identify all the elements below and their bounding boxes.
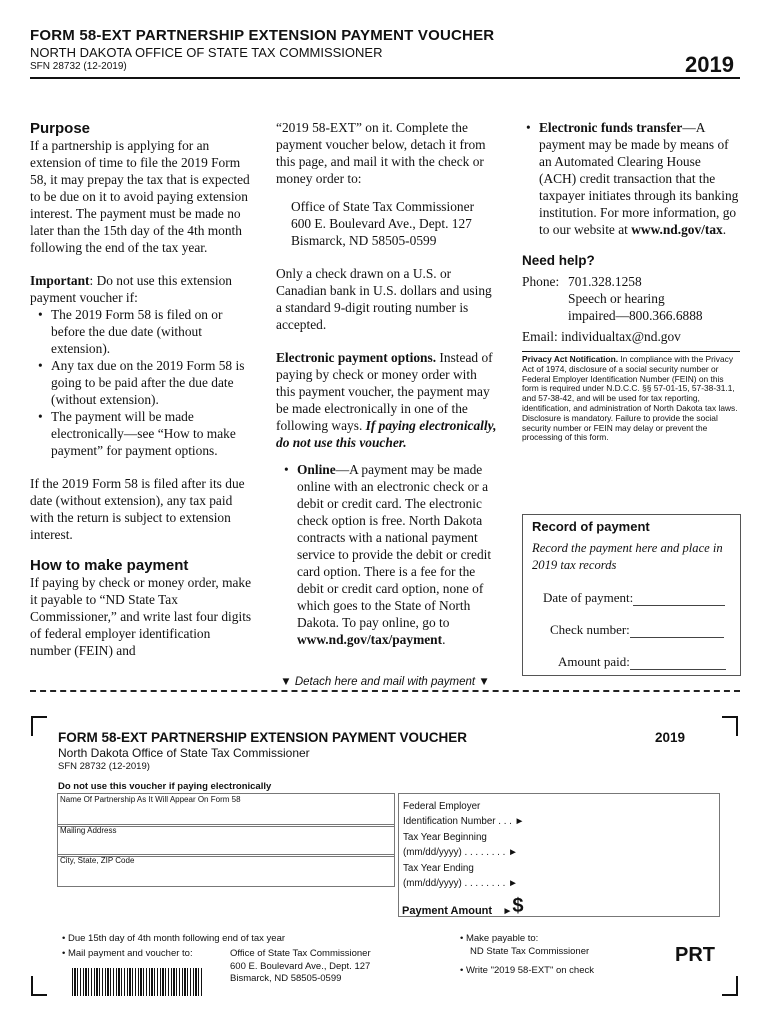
purpose-text: If a partnership is applying for an extension of time to file the 2019 Form 58, it may prepay the tax that is expected to be due on it to avoid paying extension interest. The payment must be made no later than the 15th day of the 4th month following the end of the tax year. <box>30 138 250 255</box>
amount-paid-field[interactable] <box>630 657 726 670</box>
record-instructions: Record the payment here and place in 2019 tax records <box>532 541 723 572</box>
partnership-name-field[interactable] <box>57 793 395 827</box>
list-item <box>297 461 498 648</box>
date-of-payment-row <box>543 590 725 606</box>
form-title: FORM 58-EXT PARTNERSHIP EXTENSION PAYMENT VOUCHER <box>30 27 495 44</box>
check-number-field[interactable] <box>630 625 724 638</box>
fein-row[interactable] <box>403 799 524 829</box>
voucher-year: 2019 <box>655 730 686 745</box>
address-line: Bismarck, ND 58505-0599 <box>230 973 342 984</box>
fein-label: Federal Employer <box>403 801 481 812</box>
mailing-address <box>291 198 498 249</box>
date-of-payment-field[interactable] <box>633 593 725 606</box>
city-state-zip-label: City, State, ZIP Code <box>60 856 135 865</box>
important-note <box>30 272 252 306</box>
important-bullets <box>30 306 252 459</box>
column-1 <box>30 120 252 659</box>
tax-year-beginning-format: (mm/dd/yyyy) . . . . . . . . <box>403 847 506 858</box>
mail-to-address <box>230 948 371 986</box>
check-requirements: Only a check drawn on a U.S. or Canadian bank in U.S. dollars and using a standard 9-digit routing number is accepted. <box>276 266 492 332</box>
due-date-note: • Due 15th day of 4th month following end of tax year <box>62 933 286 944</box>
how-to-pay-heading: How to make payment <box>30 557 189 574</box>
eft-option <box>522 119 740 238</box>
payable-note: • Make payable to: ND State Tax Commissioner <box>460 933 590 957</box>
barcode <box>72 968 202 996</box>
arrow-icon: ► <box>514 816 525 827</box>
mail-to-note: • Mail payment and voucher to: <box>62 948 193 959</box>
corner-mark <box>31 716 47 736</box>
list-item <box>539 119 740 238</box>
check-number-row <box>550 622 724 638</box>
electronic-options-text: Instead of paying by check or money order with this payment voucher, the payment may be made electronically in one of the following ways. <box>276 350 493 433</box>
payment-link[interactable]: www.nd.gov/tax/payment <box>297 632 443 647</box>
tax-year: 2019 <box>685 52 734 77</box>
address-line: Bismarck, ND 58505-0599 <box>291 233 437 248</box>
voucher-warning: Do not use this voucher if paying electronically <box>58 781 272 792</box>
check-label: Check number: <box>550 622 630 637</box>
phone-number: 701.328.1258 <box>568 274 642 289</box>
agency-name: NORTH DAKOTA OFFICE OF STATE TAX COMMISSIONER <box>30 45 383 60</box>
privacy-rule <box>522 351 740 352</box>
corner-mark <box>31 976 47 996</box>
list-item: • The payment will be made electronically—see “How to make payment” for payment options. <box>51 408 252 459</box>
important-text: : Do not use this extension payment voucher if: <box>30 273 232 305</box>
list-item: • Any tax due on the 2019 Form 58 is going to be paid after the due date (without extension). <box>51 357 252 408</box>
electronic-warning: If paying electronically, do not use this voucher. <box>276 418 497 450</box>
dollar-sign: $ <box>512 895 524 917</box>
privacy-label: Privacy Act Notification. <box>522 354 619 364</box>
voucher-instructions: “2019 58-EXT” on it. Complete the payment voucher below, detach it from this page, and mail it with the check or money order to: <box>276 120 486 186</box>
form-number: SFN 28732 (12-2019) <box>30 61 127 72</box>
fein-label-cont: Identification Number . . . <box>403 816 512 827</box>
voucher-right-box <box>398 793 720 917</box>
voucher-form-number: SFN 28732 (12-2019) <box>58 761 150 772</box>
payable-label: Make payable to: <box>465 933 539 944</box>
payment-amount-row[interactable] <box>402 897 524 920</box>
voucher-title: FORM 58-EXT PARTNERSHIP EXTENSION PAYMENT VOUCHER <box>58 730 468 745</box>
email-label: Email: <box>522 329 558 344</box>
write-on-check-text: Write "2019 58-EXT" on check <box>465 965 594 976</box>
voucher-agency: North Dakota Office of State Tax Commissioner <box>58 746 310 760</box>
mail-to-label: Mail payment and voucher to: <box>67 948 193 959</box>
prt-mark: PRT <box>675 944 715 966</box>
electronic-options <box>276 349 498 451</box>
after-due-text: If the 2019 Form 58 is filed after its due date (without extension), any tax paid with the return is subject to extension interest. <box>30 476 245 542</box>
email-info <box>522 328 740 345</box>
tax-year-ending-label: Tax Year Ending <box>403 863 474 874</box>
header-rule <box>30 77 740 79</box>
amount-paid-row <box>558 654 726 670</box>
address-line: Office of State Tax Commissioner <box>230 948 371 959</box>
list-item: • The 2019 Form 58 is filed on or before the due date (without extension). <box>51 306 252 357</box>
column-2 <box>276 119 498 648</box>
online-label: Online <box>297 462 336 477</box>
amount-label: Amount paid: <box>558 654 630 669</box>
purpose-heading: Purpose <box>30 120 91 137</box>
how-to-pay-text: If paying by check or money order, make it payable to “ND State Tax Commissioner,” and write last four digits of federal employer identification number (FEIN) and <box>30 575 252 658</box>
record-heading: Record of payment <box>532 519 650 534</box>
online-text: —A payment may be made online with an electronic check or a debit or credit card. The electronic check option is free. North Dakota contracts with a national payment service to provide the debit or credit card option. There is a fee for the debit or credit card option, none of which goes to the State of North Dakota. To pay online, go to <box>297 462 492 630</box>
city-state-zip-field[interactable] <box>57 854 395 887</box>
eft-text: —A payment may be made by means of an Automated Clearing House (ACH) credit transaction that the taxpayer initiates through its banking institution. For more information, go to our website at <box>539 120 739 237</box>
payable-name: ND State Tax Commissioner <box>470 945 590 957</box>
phone-label: Phone: <box>522 274 560 289</box>
detach-instruction: ▼ Detach here and mail with payment ▼ <box>280 676 490 688</box>
email-address[interactable]: individualtax@nd.gov <box>561 329 681 344</box>
arrow-icon: ► <box>508 878 518 889</box>
online-end: . <box>442 632 446 647</box>
corner-mark <box>722 976 738 996</box>
arrow-icon: ► <box>508 847 518 858</box>
partnership-name-label: Name Of Partnership As It Will Appear On Form 58 <box>60 795 241 804</box>
column-3 <box>522 119 740 443</box>
address-line: 600 E. Boulevard Ave., Dept. 127 <box>291 216 472 231</box>
due-date-text: Due 15th day of 4th month following end of tax year <box>67 933 286 944</box>
electronic-options-label: Electronic payment options. <box>276 350 437 365</box>
write-on-check-note: • Write "2019 58-EXT" on check <box>460 965 594 976</box>
mailing-address-field[interactable] <box>57 824 395 857</box>
record-of-payment-box <box>522 514 741 676</box>
eft-label: Electronic funds transfer <box>539 120 683 135</box>
address-line: 600 E. Boulevard Ave., Dept. 127 <box>230 960 371 972</box>
privacy-text: In compliance with the Privacy Act of 1974, disclosure of a social security number or Federal Employer Identification Number (FEIN) on this form is required under N.D.C.C. §§ 57-01-15, 57-38-31.1, and 57-38-42, and will be used for tax reporting, identification, and administration of North Dakota tax laws. Disclosure is mandatory. Failure to provide the social security number or FEIN may delay or prevent the processing of this form. <box>522 354 738 443</box>
important-label: Important <box>30 273 90 288</box>
tax-year-ending-format: (mm/dd/yyyy) . . . . . . . . <box>403 878 506 889</box>
phone-impaired: impaired—800.366.6888 <box>568 308 703 323</box>
eft-end: . <box>722 222 727 237</box>
arrow-icon: ► <box>502 906 513 917</box>
phone-speech: Speech or hearing <box>568 291 665 306</box>
tax-year-beginning-label: Tax Year Beginning <box>403 832 487 843</box>
mailing-address-label: Mailing Address <box>60 826 117 835</box>
website-link[interactable]: www.nd.gov/tax <box>631 222 723 237</box>
phone-info <box>522 273 740 306</box>
privacy-notice <box>522 355 740 443</box>
help-heading: Need help? <box>522 253 595 268</box>
detach-line <box>30 690 740 692</box>
address-line: Office of State Tax Commissioner <box>291 199 475 214</box>
corner-mark <box>722 716 738 736</box>
tax-year-ending-row[interactable] <box>403 861 518 891</box>
tax-year-beginning-row[interactable] <box>403 830 518 860</box>
online-option <box>276 461 498 648</box>
payment-amount-label: Payment Amount <box>402 905 493 917</box>
date-label: Date of payment: <box>543 590 634 605</box>
